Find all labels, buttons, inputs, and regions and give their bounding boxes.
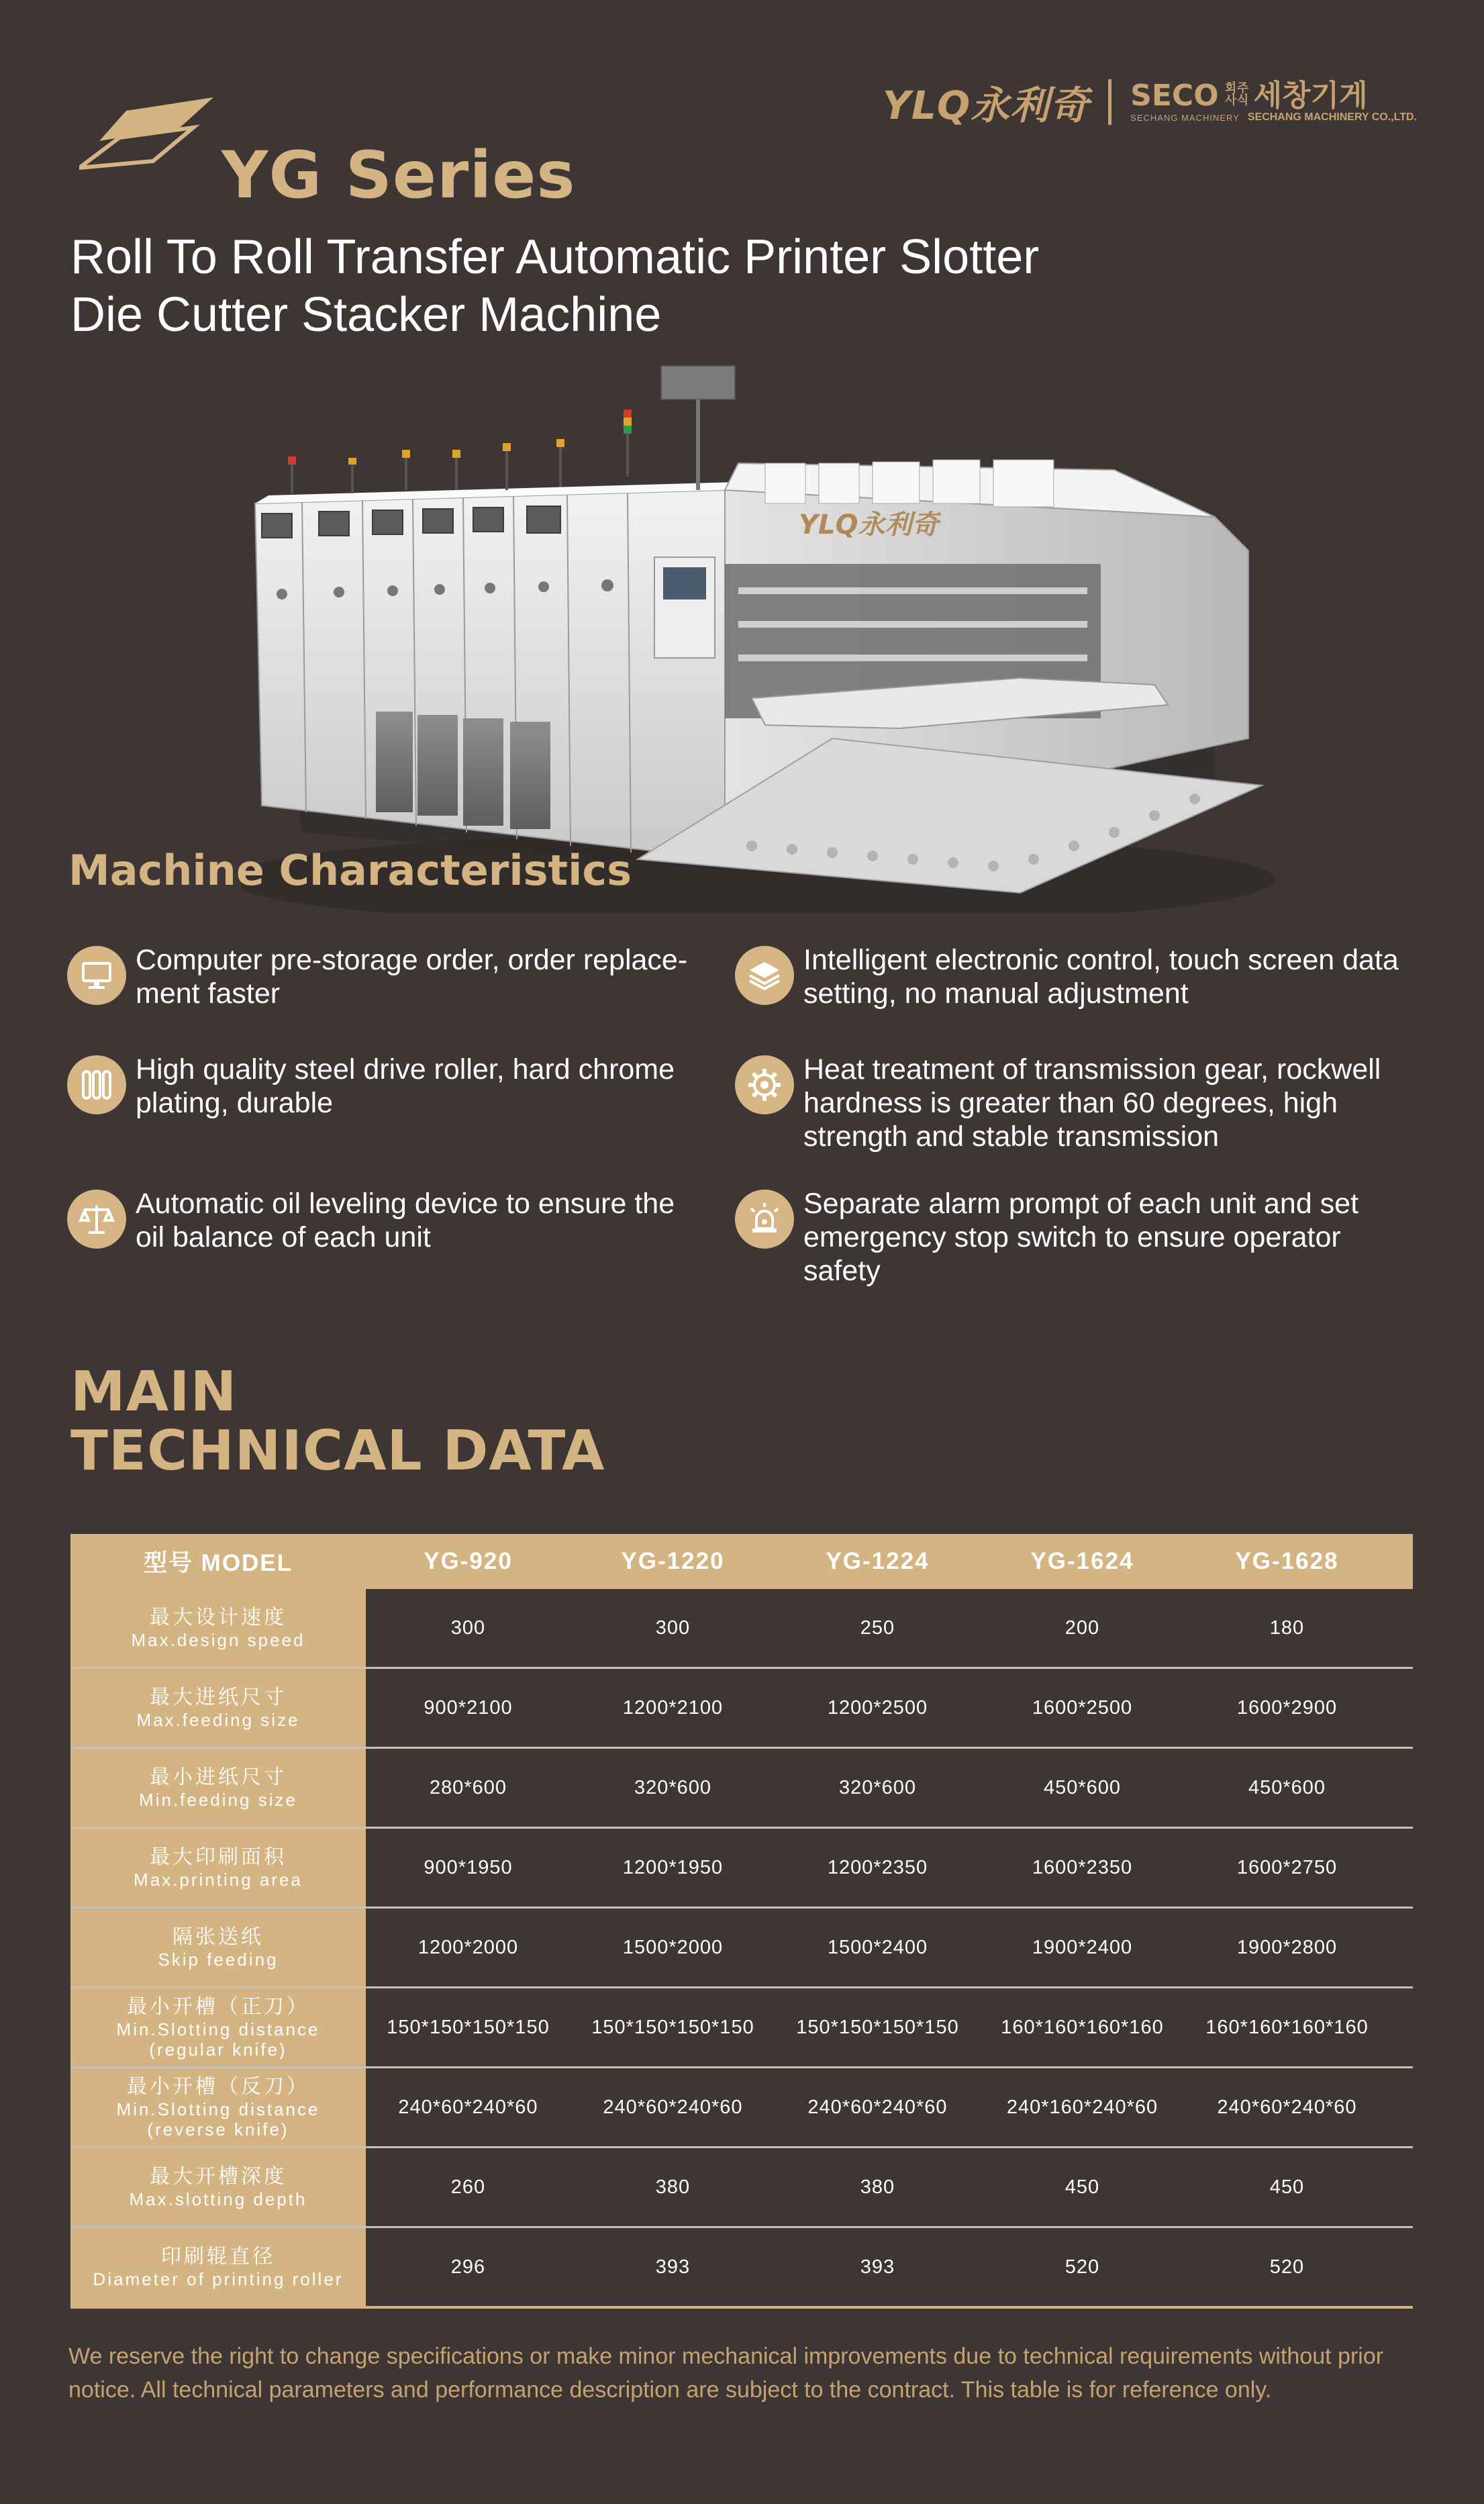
technical-heading-line1: MAIN: [70, 1360, 238, 1424]
feature-text: [803, 1187, 1358, 1288]
feature-text: [136, 943, 687, 1010]
row-label-en: Max.slotting depth: [129, 2189, 307, 2209]
row-label-en: Min.Slotting distance: [116, 2099, 320, 2119]
table-row: [70, 2068, 1413, 2148]
row-label-en: Skip feeding: [158, 1949, 279, 1970]
machine-illustration: [242, 363, 1275, 913]
table-cell: 450: [1269, 2176, 1305, 2198]
feature-text-line: safety: [803, 1255, 881, 1287]
computer-icon: [67, 946, 126, 1005]
feature-text-line: Heat treatment of transmission gear, rockwell: [803, 1053, 1381, 1086]
ylq-logo: YLQ永利奇: [882, 83, 1090, 128]
feature-text-line: Automatic oil leveling device to ensure the: [136, 1188, 675, 1220]
table-cell: 450: [1065, 2176, 1100, 2198]
table-cell: 1600*2750: [1236, 1856, 1338, 1878]
seco-company-name: SECHANG MACHINERY CO.,LTD.: [1247, 111, 1417, 123]
brand-divider: [1108, 79, 1111, 125]
product-title: [70, 228, 1211, 344]
row-label-cn: 最大设计速度: [150, 1606, 287, 1629]
column-header: YG-1628: [1235, 1548, 1339, 1574]
feature-text-line: emergency stop switch to ensure operator: [803, 1221, 1341, 1253]
table-cell: 1600*2900: [1236, 1696, 1338, 1719]
table-row: [70, 1988, 1413, 2068]
column-header: YG-920: [424, 1548, 513, 1574]
table-cell: 200: [1065, 1617, 1100, 1639]
table-cell: 160*160*160*160: [1001, 2016, 1164, 2038]
seco-company-label: 주식회사: [1223, 81, 1249, 105]
feature-text-line: hardness is greater than 60 degrees, high: [803, 1087, 1338, 1119]
row-label-en: Min.Slotting distance: [116, 2019, 320, 2039]
table-cell: 900*2100: [424, 1696, 513, 1719]
row-label: [70, 2068, 366, 2146]
roller-icon: [67, 1055, 126, 1114]
table-cell: 1200*2100: [622, 1696, 724, 1719]
feature-text-line: setting, no manual adjustment: [803, 977, 1189, 1010]
table-cell: 1200*2500: [827, 1696, 928, 1719]
seco-subtitle: SECHANG MACHINERY: [1130, 112, 1240, 123]
row-label: [70, 1749, 366, 1827]
seco-korean-name: 세창기게: [1253, 79, 1368, 113]
technical-data-heading: [70, 1360, 605, 1483]
feature-text: [803, 943, 1399, 1010]
table-cell: 296: [450, 2256, 486, 2278]
table-cell: 1200*2350: [827, 1856, 928, 1878]
table-cell: 320*600: [838, 1776, 917, 1798]
table-cell: 320*600: [634, 1776, 712, 1798]
svg-text:YLQ永利奇: YLQ永利奇: [799, 510, 939, 540]
table-cell: 1900*2400: [1032, 1936, 1133, 1958]
feature-text-line: Computer pre-storage order, order replace-: [136, 944, 688, 976]
disclaimer: We reserve the right to change specifications or make minor mechanical improvements due to technical requirements without prior notice. All technical parameters and performance description are subject to the contract. This table is for reference only.: [68, 2344, 1384, 2403]
row-label: [70, 2148, 366, 2226]
table-cell: 250: [860, 1617, 895, 1639]
row-label-en: Min.feeding size: [139, 1790, 297, 1810]
product-title-line2: Die Cutter Stacker Machine: [70, 288, 662, 342]
row-label-cn: 印刷辊直径: [161, 2246, 275, 2268]
gear-icon: [735, 1055, 794, 1114]
table-cell: 150*150*150*150: [591, 2016, 754, 2038]
feature-text-line: plating, durable: [136, 1087, 334, 1119]
table-cell: 300: [450, 1617, 486, 1639]
table-cell: 393: [860, 2256, 895, 2278]
column-header: YG-1224: [826, 1548, 930, 1574]
row-label: [70, 1669, 366, 1747]
row-label: [70, 1589, 366, 1667]
feature-item: [735, 1187, 1433, 1288]
balance-icon: [67, 1190, 126, 1249]
row-label-cn: 隔张送纸: [172, 1926, 264, 1948]
table-cell: 240*60*240*60: [807, 2096, 948, 2118]
table-row: [70, 2228, 1413, 2309]
table-cell: 280*600: [429, 1776, 507, 1798]
row-label-cn: 最大印刷面积: [150, 1846, 287, 1868]
table-cell: 900*1950: [424, 1856, 513, 1878]
table-row: [70, 1669, 1413, 1749]
table-cell: 260: [450, 2176, 486, 2198]
brand-logos: [883, 74, 1417, 130]
table-cell: 1500*2400: [827, 1936, 928, 1958]
table-cell: 1200*2000: [417, 1936, 519, 1958]
table-row: [70, 1749, 1413, 1829]
table-cell: 240*60*240*60: [603, 2096, 743, 2118]
feature-item: [67, 1187, 691, 1254]
table-cell: 180: [1269, 1617, 1305, 1639]
table-cell: 150*150*150*150: [387, 2016, 550, 2038]
layers-icon: [735, 946, 794, 1005]
feature-text-line: strength and stable transmission: [803, 1120, 1220, 1153]
characteristics-heading: Machine Characteristics: [68, 846, 632, 895]
row-label-cn: 最小开槽（反刀）: [127, 2076, 309, 2098]
series-title: YG Series: [221, 138, 576, 213]
product-title-line1: Roll To Roll Transfer Automatic Printer Slotter: [70, 230, 1040, 284]
technical-heading-line2: TECHNICAL DATA: [70, 1419, 605, 1483]
row-label: [70, 2228, 366, 2306]
table-cell: 520: [1065, 2256, 1100, 2278]
row-label: [70, 1988, 366, 2066]
column-header: YG-1220: [621, 1548, 725, 1574]
row-label-cn: 最大进纸尺寸: [150, 1686, 287, 1708]
table-cell: 450*600: [1248, 1776, 1326, 1798]
alarm-icon: [735, 1190, 794, 1249]
table-cell: 1500*2000: [622, 1936, 724, 1958]
table-cell: 300: [655, 1617, 691, 1639]
row-label-en-sub: (reverse knife): [147, 2119, 289, 2139]
table-cell: 240*160*240*60: [1006, 2096, 1158, 2118]
feature-text-line: High quality steel drive roller, hard chrome: [136, 1053, 675, 1086]
feature-item: [735, 943, 1433, 1010]
row-label-cn: 最大开槽深度: [150, 2166, 287, 2188]
series-logo-mark: [79, 91, 213, 171]
table-body: [70, 1589, 1413, 2309]
feature-text-line: oil balance of each unit: [136, 1221, 431, 1253]
row-label: [70, 1829, 366, 1907]
row-label-en: Max.design speed: [131, 1630, 305, 1650]
table-row: [70, 1589, 1413, 1669]
table-cell: 380: [860, 2176, 895, 2198]
table-cell: 1600*2350: [1032, 1856, 1133, 1878]
row-label: [70, 1909, 366, 1986]
table-header: [70, 1534, 1413, 1589]
table-cell: 240*60*240*60: [398, 2096, 538, 2118]
table-cell: 1900*2800: [1236, 1936, 1338, 1958]
seco-wordmark: SECO: [1130, 79, 1219, 113]
table-row: [70, 1829, 1413, 1909]
feature-text: [803, 1053, 1381, 1153]
table-cell: 150*150*150*150: [796, 2016, 959, 2038]
table-cell: 380: [655, 2176, 691, 2198]
row-label-cn: 最小开槽（正刀）: [127, 1996, 309, 2018]
table-cell: 1200*1950: [622, 1856, 724, 1878]
technical-data-table: [70, 1534, 1413, 2309]
table-cell: 393: [655, 2256, 691, 2278]
table-cell: 450*600: [1043, 1776, 1122, 1798]
row-label-cn: 最小进纸尺寸: [150, 1766, 287, 1788]
table-cell: 520: [1269, 2256, 1305, 2278]
table-cell: 240*60*240*60: [1217, 2096, 1357, 2118]
feature-text-line: ment faster: [136, 977, 281, 1010]
column-header: YG-1624: [1030, 1548, 1134, 1574]
table-row: [70, 2148, 1413, 2228]
seco-logo: [1130, 81, 1417, 124]
feature-item: [67, 1053, 691, 1120]
row-label-en: Max.feeding size: [136, 1710, 300, 1730]
row-label-en: Max.printing area: [134, 1870, 303, 1890]
feature-text-line: Separate alarm prompt of each unit and set: [803, 1188, 1359, 1220]
table-row: [70, 1909, 1413, 1988]
table-cell: 1600*2500: [1032, 1696, 1133, 1719]
row-label-en-sub: (regular knife): [149, 2039, 287, 2060]
column-header: 型号 MODEL: [143, 1550, 293, 1576]
feature-item: [735, 1053, 1433, 1153]
feature-item: [67, 943, 691, 1010]
feature-text: [136, 1187, 675, 1254]
table-cell: 160*160*160*160: [1205, 2016, 1369, 2038]
feature-text: [136, 1053, 675, 1120]
row-label-en: Diameter of printing roller: [93, 2269, 344, 2289]
feature-text-line: Intelligent electronic control, touch screen data: [803, 944, 1399, 976]
